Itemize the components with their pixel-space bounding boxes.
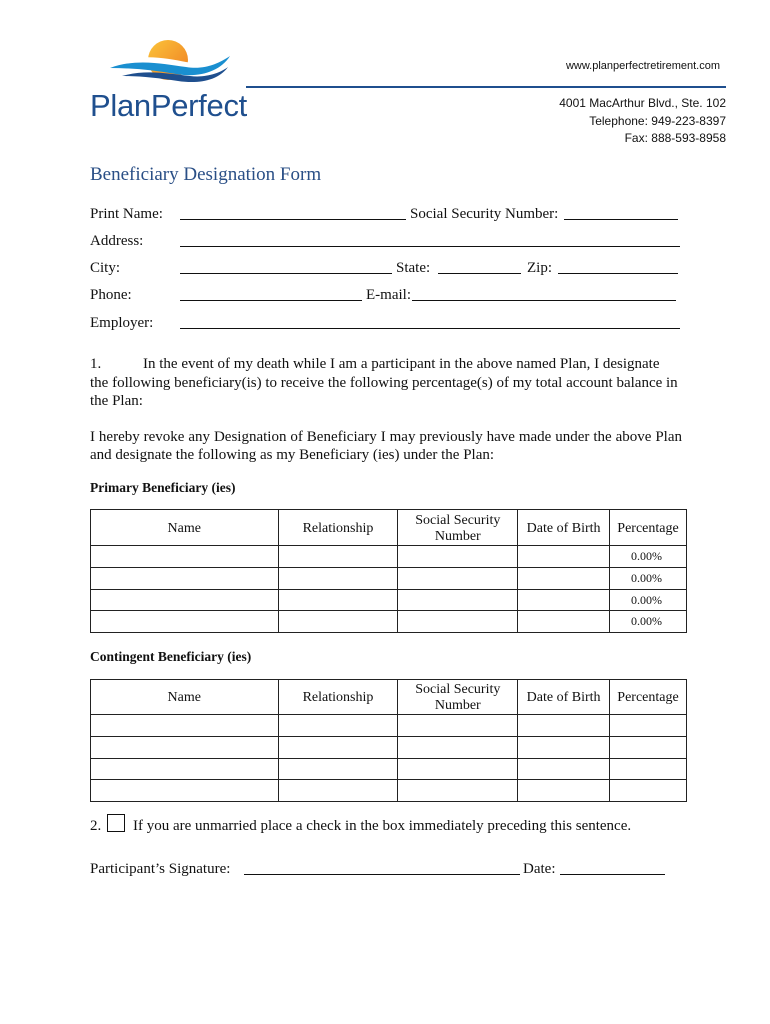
name-cell[interactable]: [91, 568, 279, 590]
name-cell[interactable]: [91, 759, 279, 780]
contingent-beneficiary-table: [90, 679, 687, 802]
address-field[interactable]: [180, 246, 680, 247]
ssn-field[interactable]: [564, 219, 678, 220]
col-percentage-header: Percentage: [610, 680, 687, 715]
contact-address: 4001 MacArthur Blvd., Ste. 102: [559, 96, 726, 110]
logo-text: PlanPerfect: [90, 88, 247, 123]
col-percentage-header: Percentage: [610, 510, 687, 546]
name-cell[interactable]: [91, 715, 279, 737]
signature-field[interactable]: [244, 874, 520, 875]
ssn-cell[interactable]: [398, 568, 518, 590]
col-ssn-header: Social Security Number: [398, 680, 518, 715]
email-field[interactable]: [412, 300, 676, 301]
dob-cell[interactable]: [518, 780, 610, 802]
dob-cell[interactable]: [518, 568, 610, 590]
zip-label: Zip:: [527, 260, 552, 276]
ssn-cell[interactable]: [398, 715, 518, 737]
dob-cell[interactable]: [518, 759, 610, 780]
item-1-text: the following beneficiary(is) to receive the following percentage(s) of my total account balance in the Plan:: [90, 375, 678, 409]
city-label: City:: [90, 260, 121, 276]
contact-fax: Fax: 888-593-8958: [624, 131, 726, 145]
name-cell[interactable]: [91, 546, 279, 568]
table-row[interactable]: [91, 546, 687, 568]
logo-sun-waves-icon: [106, 36, 236, 86]
name-cell[interactable]: [91, 611, 279, 633]
city-field[interactable]: [180, 273, 392, 274]
item-1-line1: In the event of my death while I am a participant in the above named Plan, I designate: [143, 356, 660, 372]
form-title: Beneficiary Designation Form: [90, 164, 322, 185]
print-name-label: Print Name:: [90, 206, 163, 222]
zip-field[interactable]: [558, 273, 678, 274]
table-row[interactable]: [91, 780, 687, 802]
relationship-cell[interactable]: [278, 568, 398, 590]
percentage-cell[interactable]: [610, 737, 687, 759]
revocation-paragraph: I hereby revoke any Designation of Beneficiary I may previously have made under the above Plan and designate the following as my Beneficiary (ies) under the Plan:: [90, 429, 682, 463]
relationship-cell[interactable]: [278, 546, 398, 568]
relationship-cell[interactable]: [278, 759, 398, 780]
col-ssn-header: Social Security Number: [398, 510, 518, 546]
percentage-cell[interactable]: 0.00%: [610, 568, 687, 590]
table-row[interactable]: [91, 568, 687, 590]
address-label: Address:: [90, 233, 144, 249]
dob-cell[interactable]: [518, 737, 610, 759]
table-row[interactable]: [91, 611, 687, 633]
percentage-cell[interactable]: [610, 759, 687, 780]
logo: [90, 36, 250, 126]
ssn-cell[interactable]: [398, 737, 518, 759]
percentage-cell[interactable]: [610, 780, 687, 802]
col-dob-header: Date of Birth: [518, 680, 610, 715]
col-name-header: Name: [91, 680, 279, 715]
date-label: Date:: [523, 861, 556, 877]
col-relationship-header: Relationship: [278, 510, 398, 546]
relationship-cell[interactable]: [278, 590, 398, 611]
contingent-heading: Contingent Beneficiary (ies): [90, 649, 252, 664]
item-1-number: 1.: [90, 356, 102, 372]
name-cell[interactable]: [91, 780, 279, 802]
print-name-field[interactable]: [180, 219, 406, 220]
primary-beneficiary-table: [90, 509, 687, 633]
percentage-cell[interactable]: 0.00%: [610, 611, 687, 633]
table-row[interactable]: [91, 737, 687, 759]
ssn-cell[interactable]: [398, 780, 518, 802]
name-cell[interactable]: [91, 590, 279, 611]
primary-heading: Primary Beneficiary (ies): [90, 480, 236, 495]
contact-telephone: Telephone: 949-223-8397: [589, 114, 726, 128]
item-2-text: If you are unmarried place a check in the box immediately preceding this sentence.: [133, 818, 632, 834]
dob-cell[interactable]: [518, 715, 610, 737]
state-field[interactable]: [438, 273, 521, 274]
signature-label: Participant’s Signature:: [90, 861, 231, 877]
phone-field[interactable]: [180, 300, 362, 301]
table-header-row: [91, 510, 687, 546]
relationship-cell[interactable]: [278, 715, 398, 737]
header-divider: [246, 86, 726, 88]
employer-field[interactable]: [180, 328, 680, 329]
table-row[interactable]: [91, 590, 687, 611]
phone-label: Phone:: [90, 287, 132, 303]
state-label: State:: [396, 260, 431, 276]
table-row[interactable]: [91, 759, 687, 780]
email-label: E-mail:: [366, 287, 411, 303]
name-cell[interactable]: [91, 737, 279, 759]
ssn-cell[interactable]: [398, 611, 518, 633]
percentage-cell[interactable]: 0.00%: [610, 590, 687, 611]
date-field[interactable]: [560, 874, 665, 875]
percentage-cell[interactable]: [610, 715, 687, 737]
dob-cell[interactable]: [518, 546, 610, 568]
col-dob-header: Date of Birth: [518, 510, 610, 546]
dob-cell[interactable]: [518, 590, 610, 611]
col-relationship-header: Relationship: [278, 680, 398, 715]
table-row[interactable]: [91, 715, 687, 737]
ssn-cell[interactable]: [398, 546, 518, 568]
table-header-row: [91, 680, 687, 715]
dob-cell[interactable]: [518, 611, 610, 633]
unmarried-checkbox[interactable]: [107, 814, 125, 832]
item-2-number: 2.: [90, 818, 102, 834]
employer-label: Employer:: [90, 315, 154, 331]
relationship-cell[interactable]: [278, 737, 398, 759]
relationship-cell[interactable]: [278, 611, 398, 633]
col-name-header: Name: [91, 510, 279, 546]
website-url[interactable]: www.planperfectretirement.com: [565, 60, 720, 72]
ssn-label: Social Security Number:: [410, 206, 559, 222]
ssn-cell[interactable]: [398, 590, 518, 611]
ssn-cell[interactable]: [398, 759, 518, 780]
percentage-cell[interactable]: 0.00%: [610, 546, 687, 568]
relationship-cell[interactable]: [278, 780, 398, 802]
